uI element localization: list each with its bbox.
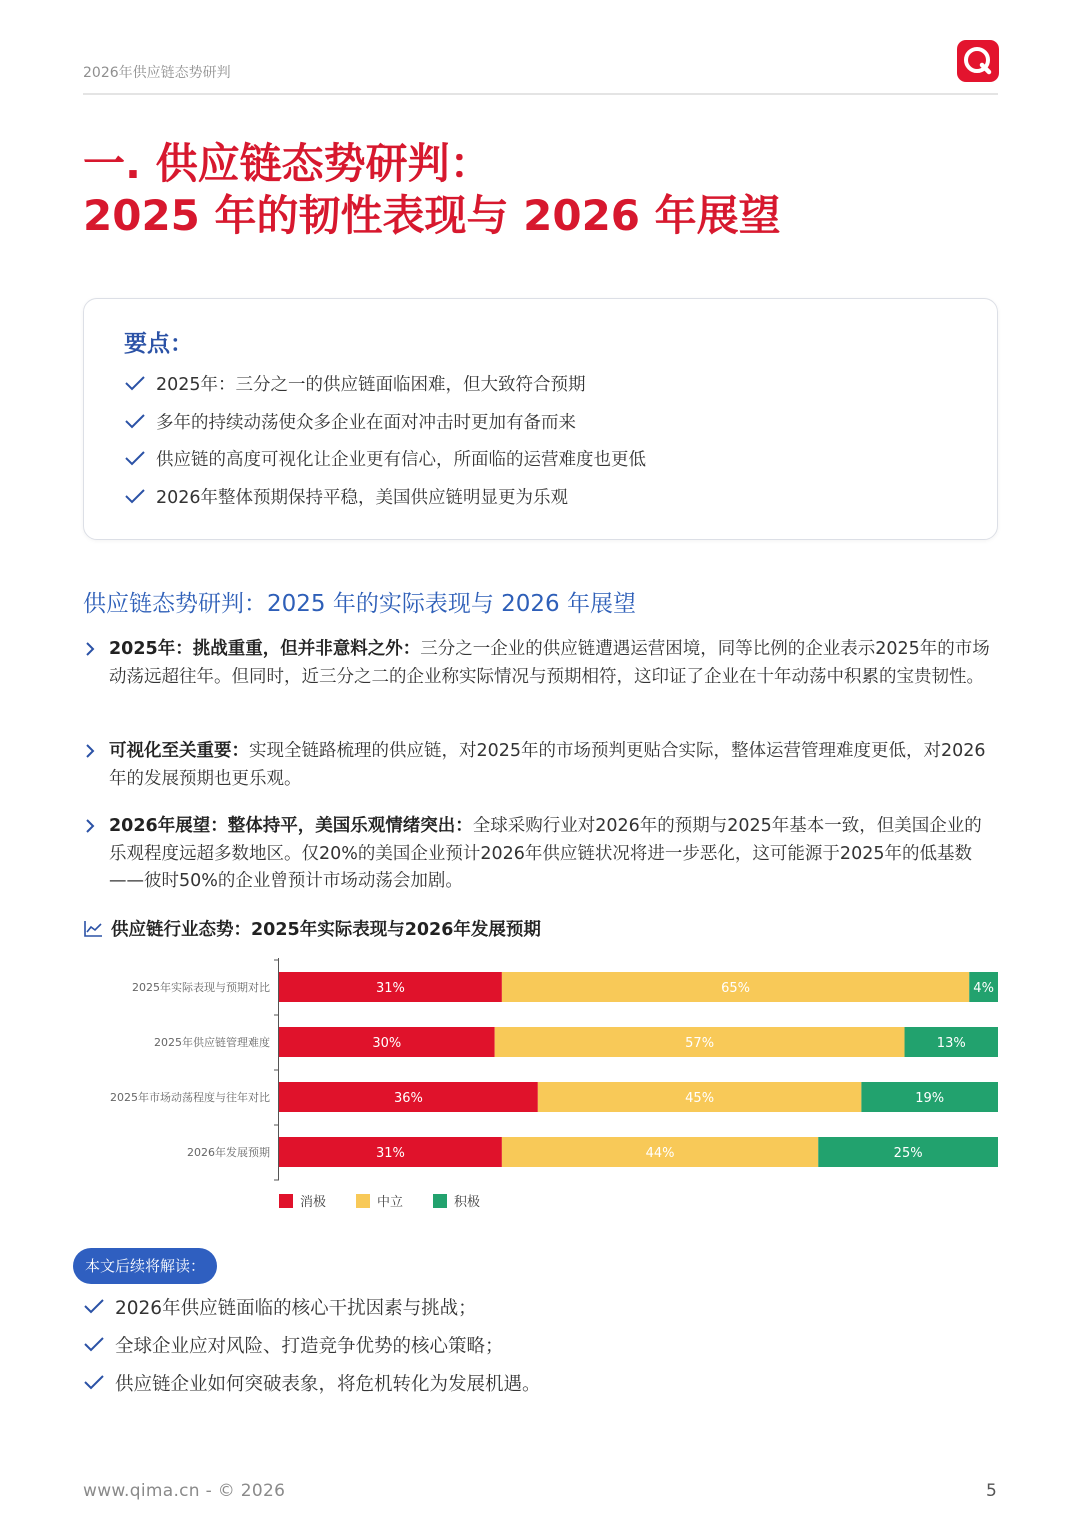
page-number: 5: [986, 1481, 997, 1501]
key-point-item: [124, 371, 646, 409]
paragraph-body: 实现全链路梳理的供应链，对2025年的市场预判更贴合实际，整体运营管理难度更低，对2026年的发展预期也更乐观。: [109, 741, 986, 789]
chart-title: [83, 916, 541, 941]
footer-copyright: www.qima.cn - © 2026: [83, 1481, 286, 1501]
followup-badge: 本文后续将解读：: [73, 1248, 217, 1284]
category-label: 2025年市场动荡程度与往年对比: [110, 1091, 270, 1104]
page-title: [83, 138, 998, 242]
running-head: 2026年供应链态势研判: [83, 65, 231, 81]
legend-label: 消极: [300, 1195, 327, 1210]
key-points-list: [124, 371, 646, 521]
header-divider: [83, 93, 998, 95]
followup-text: 全球企业应对风险、打造竞争优势的核心策略；: [115, 1336, 504, 1357]
check-icon: [83, 1335, 105, 1353]
followup-text: 供应链企业如何突破表象，将危机转化为发展机遇。: [115, 1374, 541, 1395]
followup-item: [83, 1294, 541, 1332]
data-label: 44%: [645, 1146, 675, 1161]
key-points-box: [83, 298, 998, 540]
paragraph-resilience: [83, 636, 998, 691]
followup-text: 2026年供应链面临的核心干扰因素与挑战；: [115, 1298, 477, 1319]
key-points-heading: 要点：: [124, 331, 193, 357]
key-point-text: 供应链的高度可视化让企业更有信心，所面临的运营难度也更低: [156, 450, 646, 470]
data-label: 36%: [393, 1091, 423, 1106]
check-icon: [124, 487, 146, 505]
legend-swatch: [279, 1194, 293, 1208]
key-point-item: [124, 446, 646, 484]
chevron-right-icon: [83, 817, 97, 835]
paragraph-lead: 可视化至关重要：: [109, 741, 249, 761]
data-label: 57%: [685, 1036, 715, 1051]
paragraph-lead: 2026年展望：整体持平，美国乐观情绪突出：: [109, 816, 473, 836]
data-label: 4%: [973, 981, 994, 996]
category-label: 2025年供应链管理难度: [154, 1036, 270, 1049]
paragraph-body: 全球采购行业对2026年的预期与2025年基本一致，但美国企业的乐观程度远超多数地区。仅20%的美国企业预计2026年供应链状况将进一步恶化，这可能源于2025年的低基数——彼时50%的企业曾预计市场动荡会加剧。: [109, 816, 982, 891]
check-icon: [124, 374, 146, 392]
page-title-line-1: 一. 供应链态势研判：: [83, 139, 492, 188]
check-icon: [124, 449, 146, 467]
data-label: 30%: [372, 1036, 402, 1051]
qima-q-logo-icon: [957, 40, 999, 82]
legend-swatch: [356, 1194, 370, 1208]
data-label: 25%: [893, 1146, 923, 1161]
page-title-line-2: 2025 年的韧性表现与 2026 年展望: [83, 191, 781, 240]
data-label: 45%: [685, 1091, 715, 1106]
data-label: 65%: [721, 981, 751, 996]
category-label: 2025年实际表现与预期对比: [132, 981, 270, 994]
chart-title-text: 供应链行业态势：2025年实际表现与2026年发展预期: [111, 920, 541, 940]
followup-list: [83, 1294, 541, 1408]
legend-label: 中立: [377, 1195, 404, 1210]
key-point-text: 2026年整体预期保持平稳，美国供应链明显更为乐观: [156, 487, 569, 508]
legend-label: 积极: [454, 1195, 481, 1210]
stacked-bar-chart: [0, 950, 1080, 1225]
chevron-right-icon: [83, 742, 97, 760]
check-icon: [83, 1297, 105, 1315]
key-point-item: [124, 409, 646, 447]
legend-swatch: [433, 1194, 447, 1208]
key-point-text: 2025年：三分之一的供应链面临困难，但大致符合预期: [156, 375, 586, 395]
data-label: 31%: [375, 1146, 405, 1161]
key-point-item: [124, 484, 646, 522]
data-label: 31%: [375, 981, 405, 996]
check-icon: [124, 412, 146, 430]
followup-item: [83, 1332, 541, 1370]
followup-item: [83, 1370, 541, 1408]
paragraph-outlook: [83, 813, 998, 896]
paragraph-lead: 2025年：挑战重重，但并非意料之外：: [109, 639, 421, 659]
data-label: 19%: [915, 1091, 945, 1106]
check-icon: [83, 1373, 105, 1391]
paragraph-body: 三分之一企业的供应链遭遇运营困境，同等比例的企业表示2025年的市场动荡远超往年。但同时，近三分之二的企业称实际情况与预期相符，这印证了企业在十年动荡中积累的宝贵韧性。: [109, 639, 990, 687]
category-label: 2026年发展预期: [187, 1146, 270, 1159]
paragraph-visibility: [83, 738, 998, 793]
chevron-right-icon: [83, 640, 97, 658]
line-chart-icon: [83, 920, 103, 938]
data-label: 13%: [936, 1036, 966, 1051]
key-point-text: 多年的持续动荡使众多企业在面对冲击时更加有备而来: [156, 412, 576, 433]
section-heading: 供应链态势研判：2025 年的实际表现与 2026 年展望: [83, 591, 636, 617]
